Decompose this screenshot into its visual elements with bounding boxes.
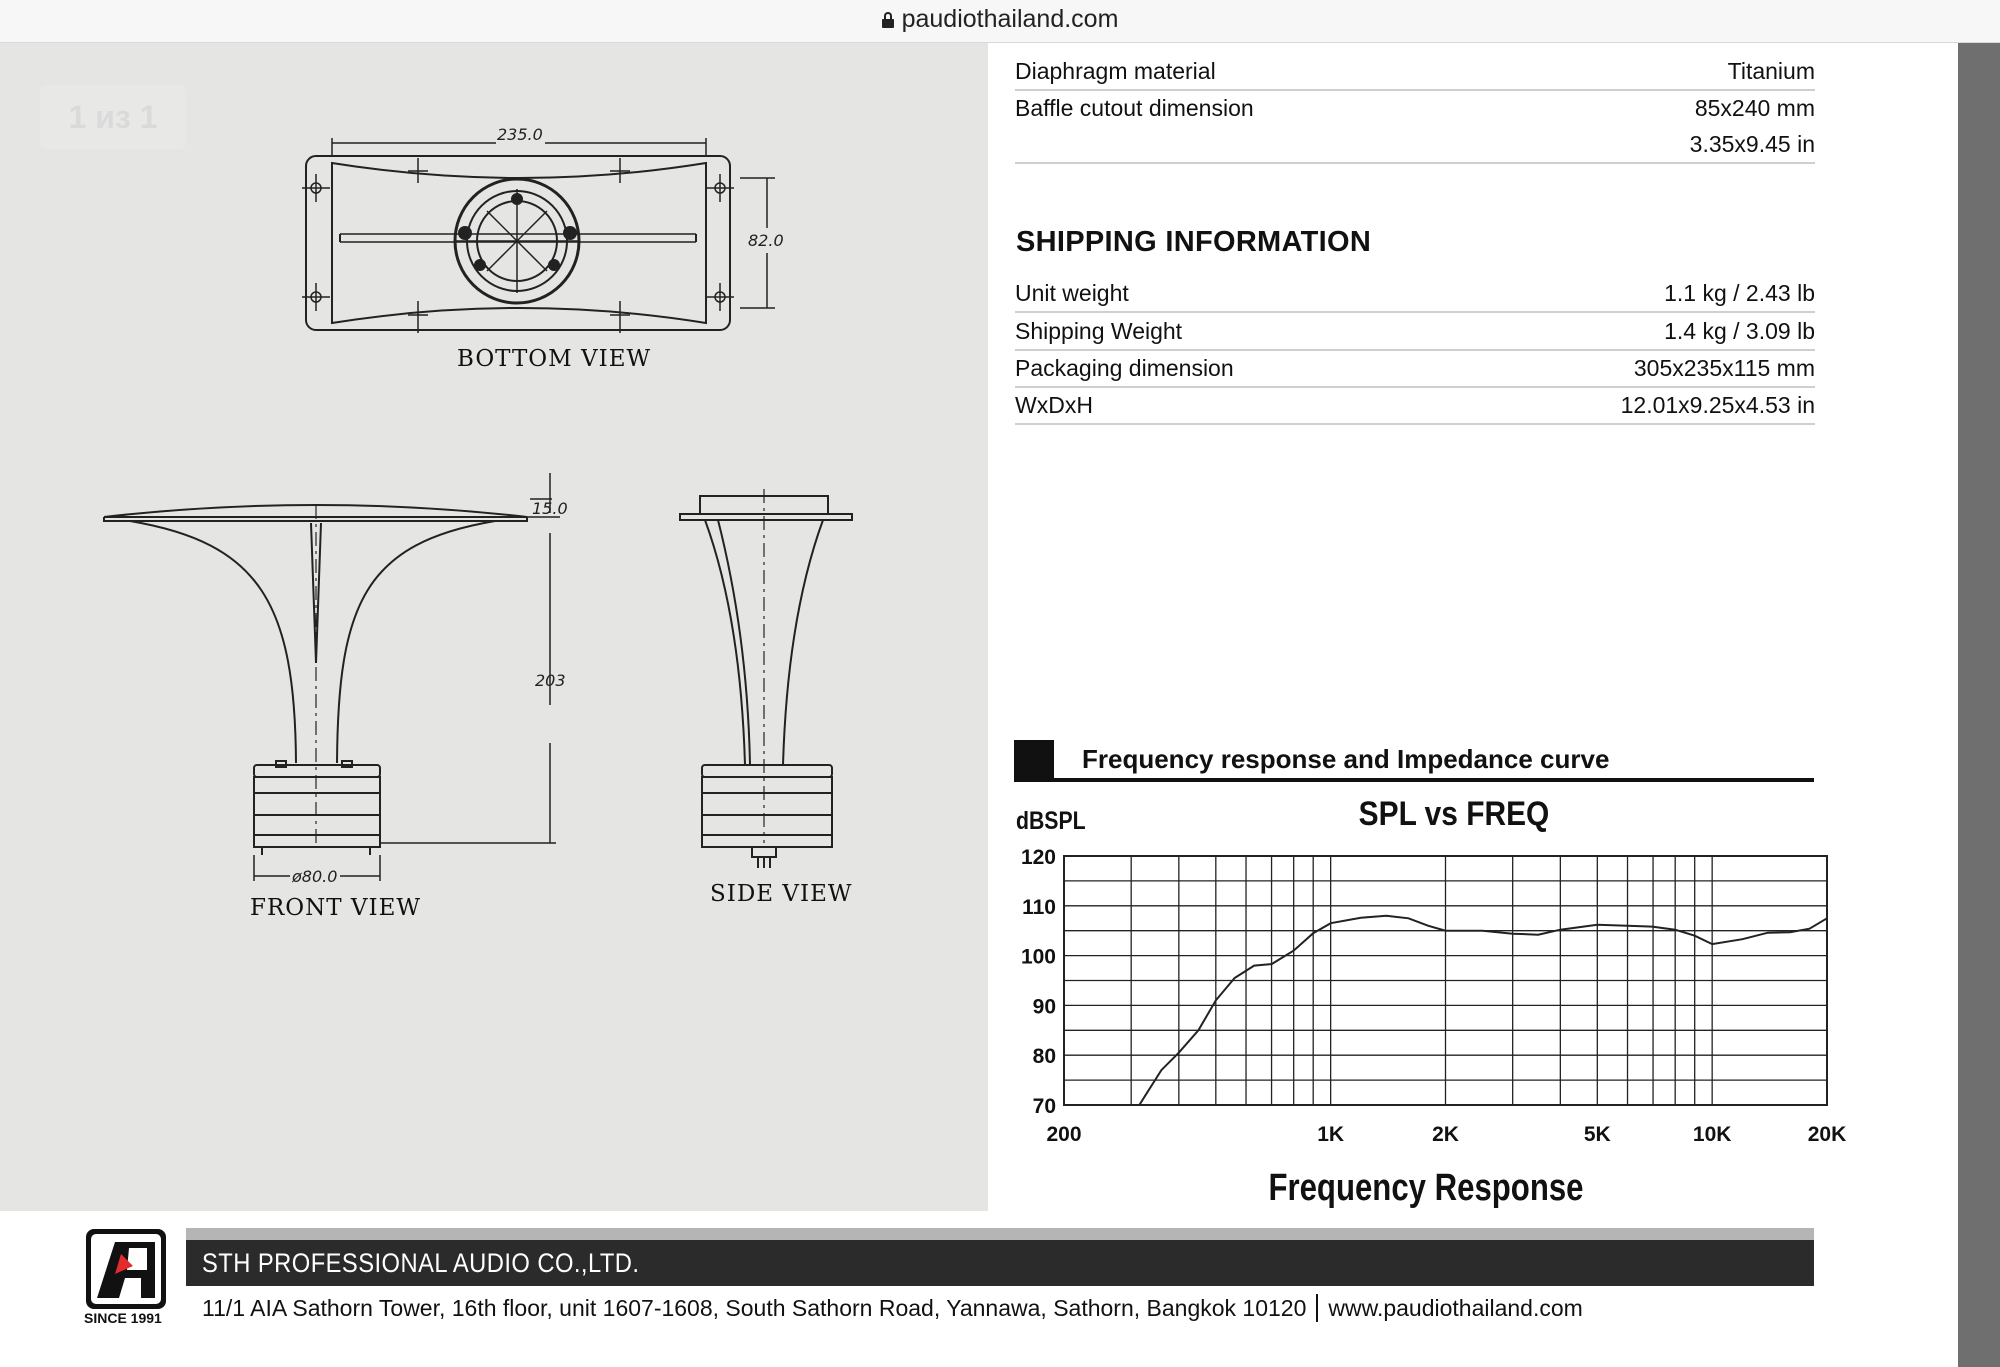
spec-value: 1.1 kg / 2.43 lb xyxy=(1664,279,1815,306)
x-tick-label: 20K xyxy=(1807,1123,1847,1146)
side-view-drawing xyxy=(680,489,852,868)
pa-logo xyxy=(85,1228,167,1310)
spec-label: Unit weight xyxy=(1015,279,1129,306)
y-tick-label: 70 xyxy=(1032,1095,1056,1118)
browser-url-bar[interactable] xyxy=(0,0,2000,43)
dim-diameter: ø80.0 xyxy=(292,867,338,886)
spec-value: 85x240 mm xyxy=(1694,94,1815,121)
y-tick-label: 120 xyxy=(1020,846,1056,869)
shipping-row-packaging xyxy=(1015,350,1815,388)
since-text: SINCE 1991 xyxy=(84,1310,162,1326)
website-link[interactable]: www.paudiothailand.com xyxy=(1328,1295,1583,1321)
chart-section-header xyxy=(1014,740,1814,782)
spec-value: 12.01x9.25x4.53 in xyxy=(1620,391,1815,418)
spec-label: Packaging dimension xyxy=(1015,354,1234,381)
lock-icon xyxy=(882,12,894,28)
spl-vs-freq-chart xyxy=(1000,785,1860,1215)
spec-value: 1.4 kg / 3.09 lb xyxy=(1664,317,1815,344)
chart-ticks xyxy=(1021,846,1846,1146)
spec-label: Shipping Weight xyxy=(1015,317,1183,344)
chart-section-title: Frequency response and Impedance curve xyxy=(1082,744,1610,774)
series-line-spl xyxy=(1139,916,1827,1105)
chart-title: SPL vs FREQ xyxy=(1358,794,1550,833)
dim-width: 235.0 xyxy=(497,125,543,144)
side-view-label: SIDE VIEW xyxy=(710,881,853,907)
x-tick-label: 1K xyxy=(1317,1123,1345,1146)
url-display[interactable] xyxy=(882,5,1119,34)
address-text: 11/1 AIA Sathorn Tower, 16th floor, unit 1607-1608, South Sathorn Road, Yannawa, Sathorn, Bangkok 10120 xyxy=(202,1295,1307,1321)
spec-row-baffle-in xyxy=(1015,126,1815,164)
url-text: paudiothailand.com xyxy=(901,4,1119,33)
technical-drawing xyxy=(0,43,988,1211)
shipping-row-unit-weight xyxy=(1015,275,1815,313)
spec-row-baffle xyxy=(1015,90,1815,126)
front-view-label: FRONT VIEW xyxy=(250,895,422,921)
company-name: STH PROFESSIONAL AUDIO CO.,LTD. xyxy=(202,1247,640,1278)
x-tick-label: 10K xyxy=(1692,1123,1732,1146)
shipping-row-shipping-weight xyxy=(1015,313,1815,351)
spec-value: 3.35x9.45 in xyxy=(1689,130,1815,157)
y-axis-label: dBSPL xyxy=(1016,806,1086,835)
x-tick-label: 5K xyxy=(1583,1123,1611,1146)
dim-flange: 15.0 xyxy=(532,499,568,518)
technical-drawing-panel xyxy=(0,43,988,1211)
spec-label: WxDxH xyxy=(1015,391,1093,418)
spec-row-diaphragm xyxy=(1015,53,1815,91)
shipping-title: SHIPPING INFORMATION xyxy=(1016,226,1372,258)
footer-grey-bar xyxy=(186,1228,1814,1240)
front-view-drawing xyxy=(104,473,560,881)
footer-company-bar xyxy=(186,1240,1814,1286)
x-axis-label: Frequency Response xyxy=(1268,1167,1584,1209)
dim-depth: 203 xyxy=(535,671,566,690)
y-tick-label: 100 xyxy=(1020,945,1056,969)
chart-grid xyxy=(1064,856,1827,1105)
scrollbar-strip[interactable] xyxy=(1958,43,2000,1367)
address-separator xyxy=(1316,1294,1318,1322)
chart-series xyxy=(1139,916,1827,1105)
y-tick-label: 90 xyxy=(1032,995,1056,1019)
bottom-view-drawing xyxy=(302,138,775,333)
spec-value: Titanium xyxy=(1727,57,1815,84)
x-tick-label: 2K xyxy=(1432,1123,1459,1146)
spec-label: Diaphragm material xyxy=(1015,57,1216,84)
footer-address xyxy=(202,1294,1583,1322)
bottom-view-label: BOTTOM VIEW xyxy=(457,346,652,372)
shipping-row-wxdxh xyxy=(1015,387,1815,425)
y-tick-label: 80 xyxy=(1032,1045,1056,1069)
y-tick-label: 110 xyxy=(1022,895,1056,919)
dim-height: 82.0 xyxy=(748,231,784,250)
page-counter: 1 из 1 xyxy=(40,85,186,149)
x-tick-label: 200 xyxy=(1046,1123,1082,1146)
header-block xyxy=(1014,740,1054,780)
spec-label: Baffle cutout dimension xyxy=(1015,94,1254,121)
spec-value: 305x235x115 mm xyxy=(1633,354,1815,381)
